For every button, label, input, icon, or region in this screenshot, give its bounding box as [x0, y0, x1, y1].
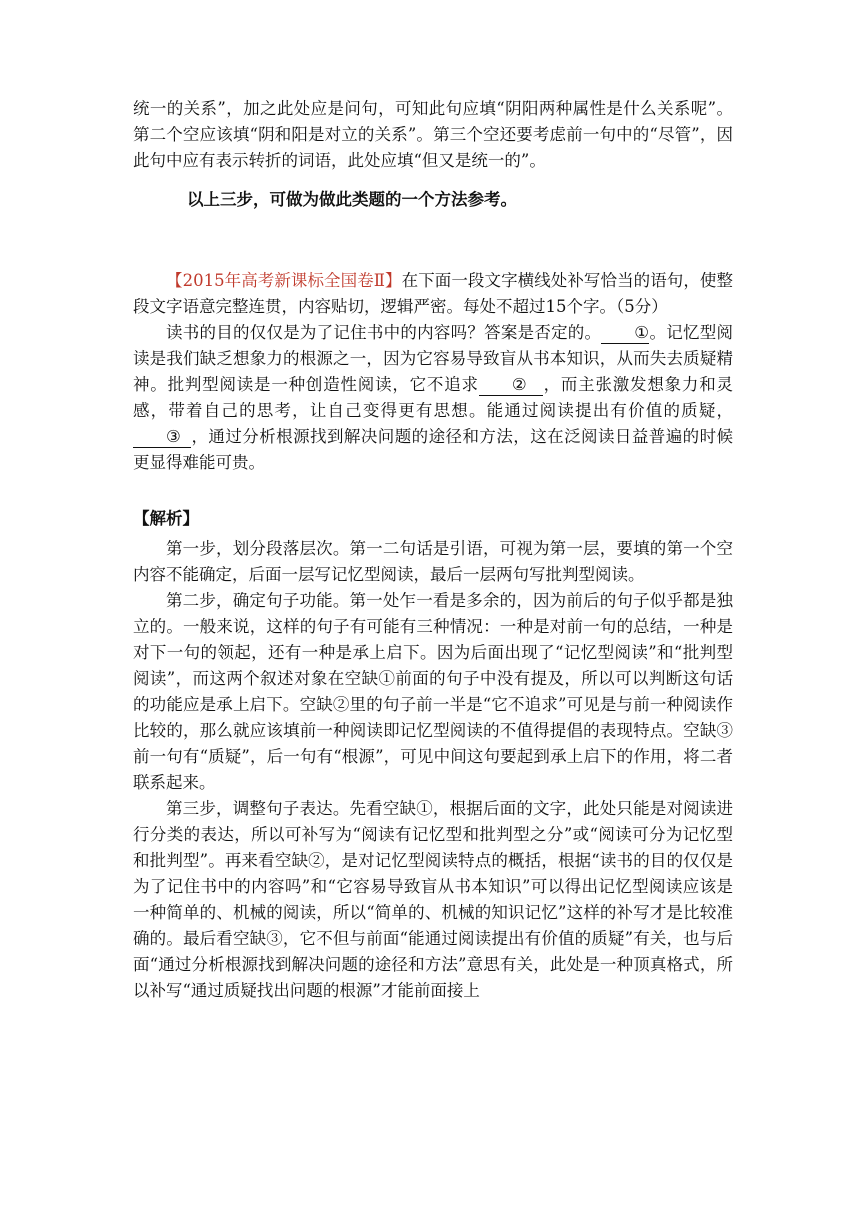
passage-text-c: ，而主张激发想象力和灵感，带着自己的思考，让自己变得更有思想。能通过阅读提出有价值的质疑， — [133, 375, 734, 420]
analysis-step-3: 第三步，调整句子表达。先看空缺①，根据后面的文字，此处只能是对阅读进行分类的表达，所以可补写为“阅读有记忆型和批判型之分”或“阅读可分为记忆型和批判型”。再来看空缺②，是对记忆型阅读特点的概括，根据“读书的目的仅仅是为了记住书中的内容吗”和“它容易导致盲从书本知识”可以得出记忆型阅读应该是一种简单的、机械的阅读，所以“简单的、机械的知识记忆”这样的补写才是比较准确的。最后看空缺③，它不但与前面“能通过阅读提出有价值的质疑”有关，也与后面“通过分析根源找到解决问题的途径和方法”意思有关，此处是一种顶真格式，所以补写“通过质疑找出问题的根源”才能前面接上 — [133, 799, 733, 1000]
question-instruction — [133, 268, 733, 320]
passage-text-b: 。记忆型阅读是我们缺乏想象力的根源之一，因为它容易导致盲从书本知识，从而失去质疑精神。批判型阅读是一种创造性阅读，它不追求 — [133, 323, 734, 394]
question-source: 【2015年高考新课标全国卷Ⅱ】 — [166, 271, 402, 290]
analysis-step-2: 第二步，确定句子功能。第一处乍一看是多余的，因为前后的句子似乎都是独立的。一般来说，这样的句子有可能有三种情况：一种是对前一句的总结，一种是对下一句的领起，还有一种是承上启下。因为后面出现了“记忆型阅读”和“批判型阅读”，而这两个叙述对象在空缺①前面的句子中没有提及，所以可以判断这句话的功能应是承上启下。空缺②里的句子前一半是“它不追求”可见是与前一种阅读作比较的，那么就应该填前一种阅读即记忆型阅读的不值得提倡的表现特点。空缺③前一句有“质疑”，后一句有“根源”，可见中间这句要起到承上启下的作用，将二者联系起来。 — [133, 591, 733, 792]
analysis-heading: 【解析】 — [133, 509, 199, 528]
blank-1: ① — [601, 323, 649, 344]
passage-text-a: 读书的目的仅仅是为了记住书中的内容吗？答案是否定的。 — [166, 323, 602, 342]
blank-2: ② — [479, 375, 543, 396]
passage-text-d: ，通过分析根源找到解决问题的途径和方法，这在泛阅读日益普遍的时候更显得难能可贵。 — [133, 427, 733, 472]
document-page — [133, 96, 733, 1004]
instruction-text: 在下面一段文字横线处补写恰当的语句，使整段文字语意完整连贯，内容贴切，逻辑严密。每处不超过15个字。（5分） — [133, 271, 733, 316]
method-summary: 以上三步，可做为做此类题的一个方法参考。 — [187, 190, 517, 209]
question-passage — [133, 320, 733, 476]
blank-3: ③ — [133, 427, 191, 448]
analysis-step-1: 第一步，划分段落层次。第一二句话是引语，可视为第一层，要填的第一个空内容不能确定，后面一层写记忆型阅读，最后一层两句写批判型阅读。 — [133, 539, 733, 584]
previous-answer-paragraph: 统一的关系”，加之此处应是问句，可知此句应填“阴阳两种属性是什么关系呢”。第二个空应该填“阴和阳是对立的关系”。第三个空还要考虑前一句中的“尽管”，因此句中应有表示转折的词语，此处应填“但又是统一的”。 — [133, 99, 733, 170]
